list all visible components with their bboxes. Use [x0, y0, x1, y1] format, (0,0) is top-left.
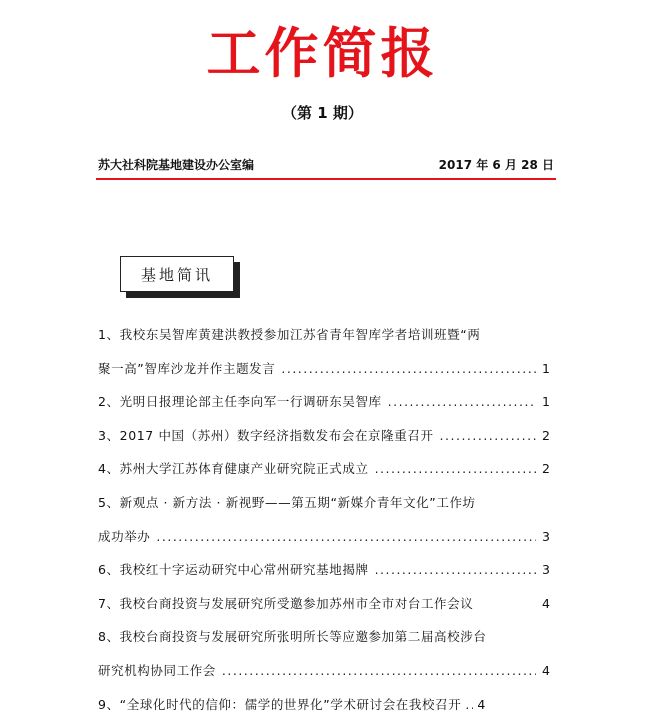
toc-entry-6[interactable]: 6、我校红十字运动研究中心常州研究基地揭牌 [98, 562, 369, 578]
masthead-line [98, 156, 554, 173]
toc-line [98, 385, 550, 419]
toc-entry-8-line-1[interactable]: 8、我校台商投资与发展研究所张明所长等应邀参加第二届高校涉台 [98, 629, 487, 645]
toc-line [98, 486, 550, 520]
toc-line [98, 318, 550, 352]
toc-entry-5-line-2[interactable]: 成功举办 [98, 528, 151, 544]
toc-page-number: 3 [542, 562, 550, 578]
leader-dots [388, 385, 536, 419]
toc-line [98, 688, 550, 721]
toc-line [98, 419, 550, 453]
toc-entry-8-line-2[interactable]: 研究机构协同工作会 [98, 662, 216, 678]
table-of-contents [98, 318, 550, 721]
toc-entry-3[interactable]: 3、2017 中国（苏州）数字经济指数发布会在京隆重召开 [98, 427, 434, 443]
toc-line [98, 553, 550, 587]
toc-line [98, 654, 550, 688]
issue-number: （第 1 期） [282, 104, 363, 122]
leader-dots [222, 654, 536, 688]
toc-page-number: 4 [542, 595, 550, 611]
publisher: 苏大社科院基地建设办公室编 [98, 158, 255, 172]
toc-page-number: 2 [542, 461, 550, 477]
toc-entry-1-line-2[interactable]: 聚一高”智库沙龙并作主题发言 [98, 360, 276, 376]
leader-dots [375, 452, 536, 486]
leader-dots [375, 553, 536, 587]
newsletter-title: 工作简报 [206, 21, 439, 85]
toc-page-number: 1 [542, 394, 550, 410]
toc-page-number: 4 [477, 696, 486, 712]
section-heading [120, 256, 234, 292]
toc-line [98, 620, 550, 654]
toc-line [98, 352, 550, 386]
section-title: 基地简讯 [140, 265, 213, 284]
publish-date: 2017 年 6 月 28 日 [438, 158, 554, 172]
leader-dots [156, 520, 536, 554]
leader-dots [281, 352, 536, 386]
toc-entry-1-line-1[interactable]: 1、我校东吴智库黄建洪教授参加江苏省青年智库学者培训班暨“两 [98, 327, 481, 342]
toc-entry-7[interactable]: 7、我校台商投资与发展研究所受邀参加苏州市全市对台工作会议 [98, 595, 474, 611]
toc-page-number: 1 [542, 360, 550, 376]
toc-entry-4[interactable]: 4、苏州大学江苏体育健康产业研究院正式成立 [98, 461, 369, 477]
red-divider [96, 178, 556, 180]
toc-page-number: 4 [542, 662, 550, 678]
leader-dots [465, 688, 473, 721]
toc-line [98, 452, 550, 486]
toc-entry-5-line-1[interactable]: 5、新观点 · 新方法 · 新视野——第五期“新媒介青年文化”工作坊 [98, 494, 476, 510]
toc-entry-2[interactable]: 2、光明日报理论部主任李向军一行调研东吴智库 [98, 394, 382, 410]
toc-page-number: 2 [542, 427, 550, 443]
toc-entry-9[interactable]: 9、“全球化时代的信仰：儒学的世界化”学术研讨会在我校召开 [98, 696, 462, 712]
toc-line [98, 587, 550, 621]
toc-page-number: 3 [542, 528, 550, 544]
leader-dots [440, 419, 537, 453]
toc-line [98, 520, 550, 554]
